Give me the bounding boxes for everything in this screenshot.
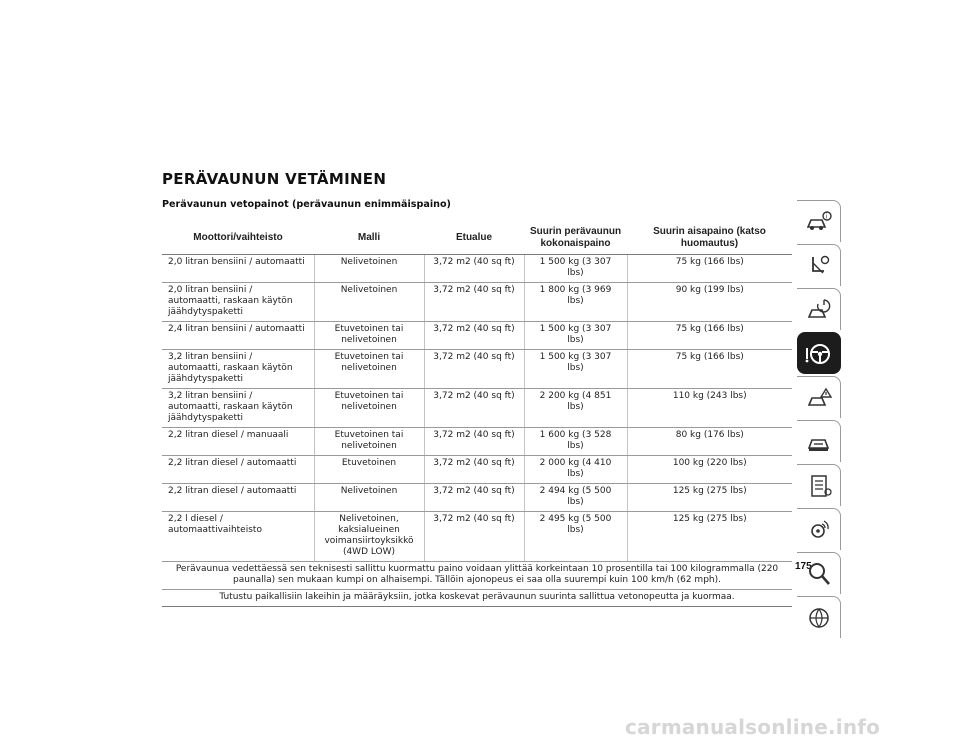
cell-engine: 2,2 litran diesel / manuaali xyxy=(162,428,314,456)
tab-servicing[interactable] xyxy=(797,420,841,462)
table-note: Perävaunua vedettäessä sen teknisesti sallittu kuormattu paino voidaan ylittää korkeintaan 10 prosentilla tai 100 kilogrammalla (220 paunalla) sen mukaan kumpi on alhaisempi. Tällöin ajonopeus ei saa olla suurempi kuin 100 km/h (62 mph). xyxy=(162,562,792,590)
section-title: PERÄVAUNUN VETÄMINEN xyxy=(162,170,387,188)
column-header-model: Malli xyxy=(314,222,424,255)
checklist-icon xyxy=(804,471,834,501)
cell-engine: 2,2 litran diesel / automaatti xyxy=(162,456,314,484)
column-header-max-trailer-weight: Suurin perävaunun kokonaispaino xyxy=(524,222,627,255)
cell-max-tongue-weight: 100 kg (220 lbs) xyxy=(627,456,792,484)
cell-frontal-area: 3,72 m2 (40 sq ft) xyxy=(424,350,524,389)
cell-model: Etuvetoinen xyxy=(314,456,424,484)
cell-max-tongue-weight: 125 kg (275 lbs) xyxy=(627,484,792,512)
cell-model: Nelivetoinen xyxy=(314,255,424,283)
table-row xyxy=(162,484,792,512)
cell-max-tongue-weight: 125 kg (275 lbs) xyxy=(627,512,792,562)
tab-safety[interactable] xyxy=(797,244,841,286)
table-note: Tutustu paikallisiin lakeihin ja määräyksiin, jotka koskevat perävaunun suurinta sallittua vetonopeutta ja kuormaa. xyxy=(162,590,792,607)
warning-car-icon xyxy=(804,383,834,413)
table-header-row xyxy=(162,222,792,255)
table-row xyxy=(162,512,792,562)
table-row xyxy=(162,255,792,283)
table-note-row xyxy=(162,562,792,590)
subsection-title: Perävaunun vetopainot (perävaunun enimmäispaino) xyxy=(162,199,451,210)
cell-max-trailer-weight: 2 494 kg (5 500 lbs) xyxy=(524,484,627,512)
cell-engine: 2,0 litran bensiini / automaatti xyxy=(162,255,314,283)
cell-max-tongue-weight: 80 kg (176 lbs) xyxy=(627,428,792,456)
cell-engine: 2,4 litran bensiini / automaatti xyxy=(162,322,314,350)
tab-driving[interactable] xyxy=(797,332,841,374)
table-note-row xyxy=(162,590,792,607)
chapter-tabs xyxy=(797,200,841,640)
cell-model: Nelivetoinen, kaksialueinen voimansiirtoyksikkö (4WD LOW) xyxy=(314,512,424,562)
cell-engine: 2,2 l diesel / automaattivaihteisto xyxy=(162,512,314,562)
svg-text:i: i xyxy=(825,213,827,220)
cell-max-tongue-weight: 75 kg (166 lbs) xyxy=(627,350,792,389)
cell-frontal-area: 3,72 m2 (40 sq ft) xyxy=(424,389,524,428)
cell-frontal-area: 3,72 m2 (40 sq ft) xyxy=(424,512,524,562)
multimedia-icon xyxy=(804,515,834,545)
cell-frontal-area: 3,72 m2 (40 sq ft) xyxy=(424,283,524,322)
watermark-text: carmanualsonline.info xyxy=(625,715,881,739)
column-header-engine: Moottori/vaihteisto xyxy=(162,222,314,255)
cell-max-trailer-weight: 1 500 kg (3 307 lbs) xyxy=(524,350,627,389)
tab-specifications[interactable] xyxy=(797,464,841,506)
search-icon xyxy=(804,559,834,589)
car-info-icon xyxy=(804,207,834,237)
table-row xyxy=(162,428,792,456)
cell-frontal-area: 3,72 m2 (40 sq ft) xyxy=(424,484,524,512)
tab-car-info[interactable] xyxy=(797,200,841,242)
page-number: 175 xyxy=(795,561,812,572)
cell-engine: 3,2 litran bensiini / automaatti, raskaan käytön jäähdytyspaketti xyxy=(162,389,314,428)
cell-max-trailer-weight: 1 600 kg (3 528 lbs) xyxy=(524,428,627,456)
column-header-max-tongue-weight: Suurin aisapaino (katso huomautus) xyxy=(627,222,792,255)
cell-max-trailer-weight: 1 500 kg (3 307 lbs) xyxy=(524,322,627,350)
seat-safety-icon xyxy=(804,251,834,281)
car-start-icon xyxy=(804,295,834,325)
steering-wheel-icon xyxy=(804,339,834,369)
cell-max-trailer-weight: 2 200 kg (4 851 lbs) xyxy=(524,389,627,428)
table-row xyxy=(162,350,792,389)
cell-max-tongue-weight: 90 kg (199 lbs) xyxy=(627,283,792,322)
table-row xyxy=(162,389,792,428)
cell-max-trailer-weight: 1 800 kg (3 969 lbs) xyxy=(524,283,627,322)
cell-frontal-area: 3,72 m2 (40 sq ft) xyxy=(424,456,524,484)
cell-frontal-area: 3,72 m2 (40 sq ft) xyxy=(424,428,524,456)
cell-frontal-area: 3,72 m2 (40 sq ft) xyxy=(424,255,524,283)
cell-model: Etuvetoinen tai nelivetoinen xyxy=(314,389,424,428)
tab-starting[interactable] xyxy=(797,288,841,330)
table-row xyxy=(162,322,792,350)
cell-model: Etuvetoinen tai nelivetoinen xyxy=(314,322,424,350)
language-icon xyxy=(804,603,834,633)
cell-max-trailer-weight: 2 000 kg (4 410 lbs) xyxy=(524,456,627,484)
cell-engine: 2,2 litran diesel / automaatti xyxy=(162,484,314,512)
tab-emergency[interactable] xyxy=(797,376,841,418)
cell-model: Etuvetoinen tai nelivetoinen xyxy=(314,428,424,456)
towing-weights-table xyxy=(162,222,792,607)
cell-model: Nelivetoinen xyxy=(314,283,424,322)
tab-multimedia[interactable] xyxy=(797,508,841,550)
cell-max-trailer-weight: 2 495 kg (5 500 lbs) xyxy=(524,512,627,562)
cell-max-trailer-weight: 1 500 kg (3 307 lbs) xyxy=(524,255,627,283)
cell-engine: 2,0 litran bensiini / automaatti, raskaan käytön jäähdytyspaketti xyxy=(162,283,314,322)
cell-model: Etuvetoinen tai nelivetoinen xyxy=(314,350,424,389)
tab-index[interactable] xyxy=(797,552,841,594)
tab-languages[interactable] xyxy=(797,596,841,638)
cell-max-tongue-weight: 75 kg (166 lbs) xyxy=(627,255,792,283)
table-row xyxy=(162,456,792,484)
cell-engine: 3,2 litran bensiini / automaatti, raskaan käytön jäähdytyspaketti xyxy=(162,350,314,389)
column-header-frontal-area: Etualue xyxy=(424,222,524,255)
car-service-icon xyxy=(804,427,834,457)
cell-max-tongue-weight: 110 kg (243 lbs) xyxy=(627,389,792,428)
table-row xyxy=(162,283,792,322)
cell-max-tongue-weight: 75 kg (166 lbs) xyxy=(627,322,792,350)
cell-frontal-area: 3,72 m2 (40 sq ft) xyxy=(424,322,524,350)
cell-model: Nelivetoinen xyxy=(314,484,424,512)
